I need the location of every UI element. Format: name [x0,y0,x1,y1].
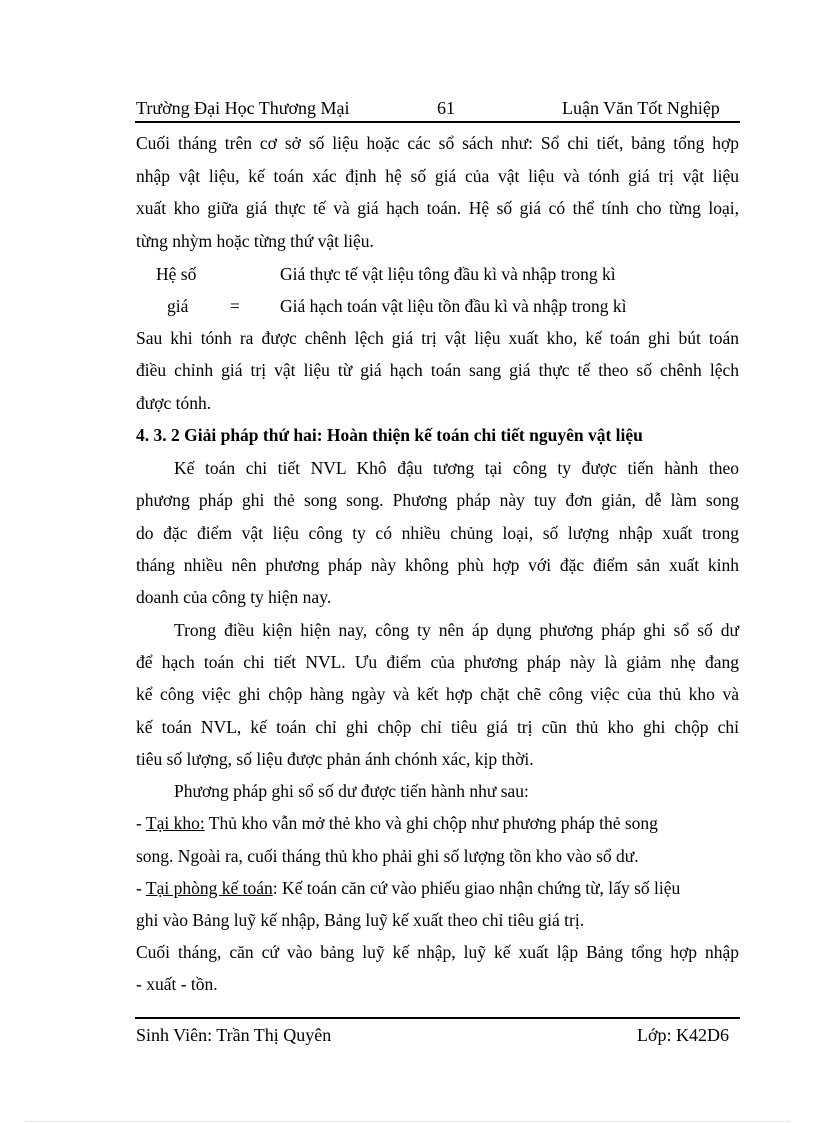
paragraph-line: song. Ngoài ra, cuối tháng thủ kho phải ghi số lượng tồn kho vào sổ dư. [136,846,639,866]
paragraph-line: tháng nhiều nên phương pháp này không phù hợp với đặc điểm sản xuất kinh [136,555,739,575]
paragraph-line: kế toán NVL, kế toán chỉ ghi chộp chỉ tiêu giá trị cũn thủ kho ghi chộp chỉ [136,717,739,737]
header-thesis-title: Luận Văn Tốt Nghiệp [562,98,720,118]
paragraph-line: nhập vật liệu, kế toán xác định hệ số giá của vật liệu và tónh giá trị vật liệu [136,166,739,186]
footer-class: Lớp: K42D6 [637,1025,730,1045]
formula-denominator: Giá hạch toán vật liệu tồn đầu kì và nhập trong kì [280,296,627,316]
paragraph-line: Trong điều kiện hiện nay, công ty nên áp dụng phương pháp ghi sổ số dư [174,620,739,640]
page-bottom-border [26,1121,790,1122]
header-page-number: 61 [437,98,455,118]
paragraph-line: Sau khi tónh ra được chênh lệch giá trị vật liệu xuất kho, kế toán ghi bút toán [136,328,739,348]
paragraph-line: - xuất - tồn. [136,974,218,994]
paragraph-line: từng nhỳm hoặc từng thứ vật liệu. [136,231,374,251]
paragraph-line: doanh của công ty hiện nay. [136,587,332,607]
header-school: Trường Đại Học Thương Mại [136,98,350,118]
paragraph-line: kể công việc ghi chộp hàng ngày và kết hợp chặt chẽ công việc của thủ kho và [136,684,739,704]
paragraph-line: để hạch toán chi tiết NVL. Ưu điểm của phương pháp này là giảm nhẹ đang [136,652,739,672]
formula-numerator: Giá thực tế vật liệu tông đầu kì và nhập trong kì [280,264,616,284]
footer-student: Sinh Viên: Trần Thị Quyên [136,1025,332,1045]
list-dash: - [136,878,146,898]
formula-equals: = [230,296,240,316]
paragraph-line: tiêu số lượng, số liệu được phản ánh chónh xác, kịp thời. [136,749,534,769]
list-item-warehouse [136,812,739,834]
paragraph-line: điều chỉnh giá trị vật liệu từ giá hạch toán sang giá thực tế theo số chênh lệch [136,360,739,380]
section-heading: 4. 3. 2 Giải pháp thứ hai: Hoàn thiện kế toán chi tiết nguyên vật liệu [136,425,643,445]
header-rule [135,121,740,123]
paragraph-line: do đặc điểm vật liệu công ty có nhiều chủng loại, số lượng nhập xuất trong [136,523,739,543]
list-term: Tại kho: [145,813,205,833]
paragraph-line: phương pháp ghi thẻ song song. Phương pháp này tuy đơn giản, dễ làm song [136,490,739,510]
formula-label-1: Hệ số [156,264,197,284]
paragraph-line: xuất kho giữa giá thực tế và giá hạch toán. Hệ số giá có thể tính cho từng loại, [136,198,739,218]
formula-label-2: giá [167,296,189,316]
paragraph-line: Cuối tháng trên cơ sở số liệu hoặc các sổ sách như: Sổ chi tiết, bảng tổng hợp [136,133,739,153]
paragraph-line: được tónh. [136,393,212,413]
paragraph-line: Kế toán chi tiết NVL Khô đậu tương tại công ty được tiến hành theo [174,458,739,478]
list-text: Thủ kho vẫn mở thẻ kho và ghi chộp như phương pháp thẻ song [204,813,658,833]
list-text: : Kế toán căn cứ vào phiếu giao nhận chứng từ, lấy số liệu [272,878,681,898]
paragraph-line: Cuối tháng, căn cứ vào bảng luỹ kế nhập, luỹ kế xuất lập Bảng tổng hợp nhập [136,942,739,962]
list-term: Tại phòng kế toán [145,878,273,898]
paragraph-line: ghi vào Bảng luỹ kế nhập, Bảng luỹ kế xuất theo chỉ tiêu giá trị. [136,910,585,930]
paragraph-line: Phương pháp ghi sổ số dư được tiến hành như sau: [174,781,529,801]
footer-rule [135,1017,740,1019]
list-item-accounting [136,877,739,899]
list-dash: - [136,813,146,833]
